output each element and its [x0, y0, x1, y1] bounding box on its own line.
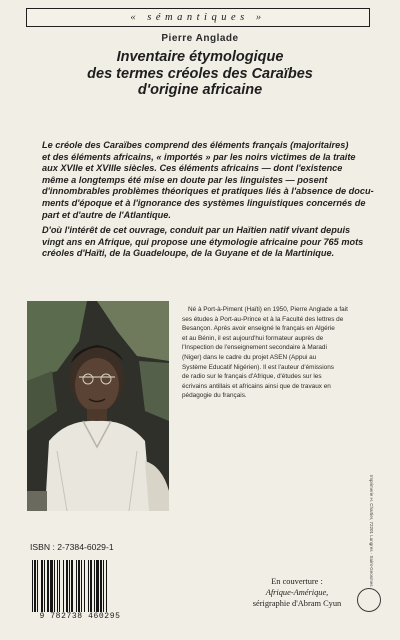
blurb-line: Le créole des Caraïbes comprend des éléments français (majoritaires) [42, 140, 349, 150]
barcode-bar [41, 560, 43, 612]
barcode-bar [84, 560, 85, 612]
bio-line: Besançon. Après avoir enseigné le français en Algérie [182, 325, 335, 333]
barcode-bar [76, 560, 77, 612]
bio-line: ses études à Port-au-Prince et à la Faculté des lettres de [182, 315, 344, 323]
barcode-bar [63, 560, 64, 612]
bio-line: écrivains antillais et africains ainsi que de travaux en [182, 382, 331, 390]
barcode-bar [54, 560, 55, 612]
barcode-bar [50, 560, 53, 612]
credit-heading: En couverture : [271, 577, 323, 586]
cover-credits [222, 576, 372, 609]
bio-line: Né à Port-à-Piment (Haïti) en 1950, Pierre Anglade a fait [188, 306, 348, 313]
blurb-line: vingt ans en Afrique, qui propose une étymologie africaine pour 765 mots [42, 236, 364, 247]
author-name: Pierre Anglade [161, 33, 239, 44]
publisher-seal-icon [357, 588, 381, 612]
blurb-line: D'où l'intérêt de cet ouvrage, conduit par un Haïtien natif vivant depuis [42, 225, 351, 236]
printer-imprint: Imprimerie H. Chartier, 72201 Langres · Saint-Geosmes [369, 475, 374, 587]
blurb-line: créoles d'Haïti, de la Guadeloupe, de la Guyane et de la Martinique. [42, 248, 335, 259]
barcode-bar [96, 560, 99, 612]
series-name: « sémantiques » [130, 12, 266, 23]
bio-line: et au Bénin, il est aujourd'hui formateur auprès de [182, 334, 324, 342]
blurb-line: aux XVIIe et XVIIIe siècles. Ces éléments africains — dont l'existence [42, 163, 343, 174]
barcode-bar [103, 560, 104, 612]
blurb-line: ments d'époque et à l'ignorance des systèmes linguistiques concernés de [42, 197, 366, 208]
barcode-bar [69, 560, 70, 618]
credit-artwork-title: Afrique-Amérique, [265, 588, 329, 597]
blurb-line: et des éléments africains, « importés » par les noirs victimes de la traite [42, 151, 356, 162]
barcode-bar [106, 560, 107, 618]
barcode-bar [44, 560, 45, 612]
series-banner [26, 8, 370, 27]
credit-artist: sérigraphie d'Abram Cyun [252, 599, 342, 608]
barcode-bar [94, 560, 95, 612]
barcode-bar [88, 560, 89, 612]
author-bio [182, 305, 372, 401]
barcode-bar [59, 560, 60, 612]
barcode-bar [100, 560, 102, 612]
bio-line: pédagogie du français. [182, 392, 247, 400]
barcode-bar [71, 560, 73, 612]
blurb-paragraph-1 [30, 140, 374, 221]
barcode-bar [66, 560, 68, 612]
bio-line: (Niger) dans le cadre du projet ASEN (Appui au [182, 353, 317, 361]
barcode-bar [47, 560, 49, 612]
blurb-line: d'innombrables problèmes théoriques et pratiques liés à l'absence de docu- [42, 186, 374, 197]
blurb-line: part et d'autre de l'Atlantique. [42, 209, 171, 220]
author-photo [27, 301, 169, 511]
bio-line: Système Educatif Nigérien). Il est l'auteur d'émissions [182, 363, 334, 371]
barcode-number: 9 782738 460295 [28, 612, 132, 623]
book-title: Inventaire étymologique des termes créoles des Caraïbes d'origine africaine [87, 49, 313, 98]
isbn-label: ISBN : 2-7384-6029-1 [30, 542, 114, 552]
bio-line: de radio sur le français d'Afrique, d'études sur les [182, 373, 322, 381]
barcode-bar [78, 560, 80, 612]
blurb-line: même a longtemps été mise en doute par les linguistes — posent [42, 174, 328, 185]
barcode-bar [32, 560, 33, 618]
barcode-bar [34, 560, 36, 618]
bio-line: l'Inspection de l'enseignement secondaire à Maradi [182, 344, 327, 352]
blurb [30, 140, 374, 264]
barcode-bar [90, 560, 92, 612]
blurb-paragraph-2 [30, 225, 370, 260]
barcode-bar [57, 560, 58, 612]
barcode-bar [81, 560, 82, 612]
barcode-bar [37, 560, 38, 612]
